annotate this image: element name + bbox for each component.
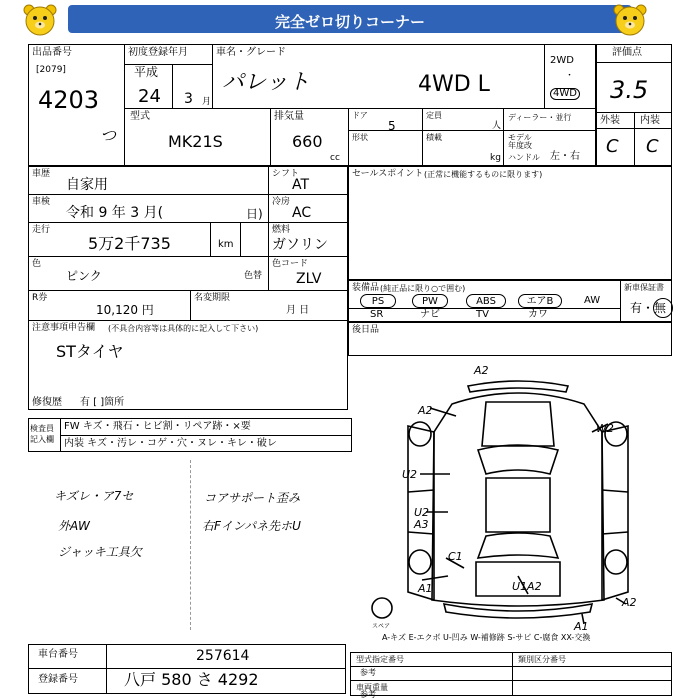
- interior-score: C: [646, 136, 659, 157]
- shape-label: 形状: [352, 133, 368, 142]
- equip-sr: SR: [370, 309, 384, 320]
- notes-label: 注意事項申告欄: [32, 323, 96, 333]
- exterior-score: C: [606, 136, 619, 157]
- fuel-value: ガソリン: [272, 237, 328, 253]
- reference-label-2: 参考: [360, 690, 376, 699]
- mileage-label: 走行: [32, 225, 51, 235]
- fuel-label: 燃料: [272, 225, 291, 235]
- note-left-1: キズレ・ア7セ: [54, 489, 134, 503]
- history-value: 自家用: [66, 177, 108, 193]
- doors-value: 5: [388, 119, 396, 133]
- bear-mascot-icon: [612, 2, 648, 38]
- name-change-unit: 月 日: [286, 305, 310, 316]
- warranty-value: 有・無: [630, 301, 667, 315]
- reg-month-unit: 月: [202, 97, 212, 107]
- mark-u2-a: U2: [402, 468, 418, 481]
- equip-ps: PS: [360, 294, 396, 308]
- after-install-box: [348, 322, 672, 356]
- score-label: 評価点: [612, 47, 642, 58]
- color-change-label: 色替: [244, 271, 263, 281]
- equipment-label: 装備品: [352, 283, 380, 293]
- color-label: 色: [32, 259, 42, 269]
- interior-label: 内装: [640, 115, 660, 126]
- mark-a2-left: A2: [418, 404, 433, 417]
- plate-label: 登録番号: [38, 674, 78, 685]
- car-damage-diagram: [368, 362, 668, 632]
- inspection-value: 令和 9 年 3 月(: [66, 205, 164, 221]
- chassis-value: 257614: [196, 648, 250, 664]
- handle-label: ハンドル: [508, 153, 540, 162]
- lot-number: 4203: [38, 86, 100, 114]
- color-code-label: 色コード: [272, 259, 309, 269]
- mark-a2-top: A2: [474, 364, 489, 377]
- shift-label: シフト: [272, 169, 300, 179]
- displacement-label: 排気量: [274, 111, 304, 122]
- dealer-label: ディーラー・並行: [508, 113, 572, 122]
- inspector-row2: 内装 キズ・汚レ・コゲ・穴・ヌレ・キレ・破レ: [64, 438, 277, 449]
- inspector-label: 検査員記入欄: [30, 424, 54, 444]
- type-designation-label: 型式指定番号: [356, 655, 404, 664]
- spec-block: [28, 166, 348, 410]
- car-grade: 4WD L: [418, 72, 490, 97]
- mileage-unit: km: [218, 239, 234, 250]
- drive-4wd: 4WD: [550, 88, 580, 100]
- car-name-label: 車名・グレード: [216, 47, 286, 58]
- mark-a3: A3: [414, 518, 429, 531]
- color-value: ピンク: [66, 269, 102, 283]
- equip-airbag: エアB: [518, 294, 562, 308]
- note-left-2: 外AW: [58, 519, 90, 533]
- mark-a1-left: A1: [418, 582, 433, 595]
- spare-label: スペア: [372, 623, 391, 630]
- color-code: ZLV: [296, 271, 322, 287]
- sales-point-small: (正常に機能するものに限ります): [424, 170, 543, 179]
- equipment-small: (純正品に限り○で囲む): [380, 284, 466, 293]
- lot-sub: [2079]: [36, 65, 66, 75]
- mark-c1: C1: [448, 550, 463, 563]
- header-banner: [0, 0, 700, 40]
- history-label: 車歴: [32, 169, 51, 179]
- equip-tv: TV: [476, 309, 489, 320]
- reg-year: 24: [138, 86, 161, 107]
- name-change-label: 名変期限: [194, 293, 231, 303]
- reference-label-1: 参考: [360, 668, 376, 677]
- mark-u1a2: U1A2: [512, 580, 542, 593]
- sales-point-box: [348, 166, 672, 280]
- displacement-value: 660: [292, 132, 323, 151]
- recycle-label: R券: [32, 293, 48, 303]
- model-value: MK21S: [168, 132, 223, 151]
- lot-mark: つ: [100, 126, 117, 145]
- warranty-label: 新車保証書: [624, 283, 664, 292]
- mark-a2-right: A2: [622, 596, 637, 609]
- note-right-1: コアサポート歪み: [204, 491, 301, 505]
- ac-value: AC: [292, 205, 312, 221]
- mileage-value: 5万2千735: [88, 234, 171, 253]
- class-category-label: 類別区分番号: [518, 655, 566, 664]
- notes-small: (不具合内容等は具体的に記入して下さい): [108, 324, 259, 333]
- ac-label: 冷房: [272, 197, 291, 207]
- equip-pw: PW: [412, 294, 448, 308]
- vehicle-weight-label: 車両重量: [356, 683, 388, 692]
- banner-bar: [68, 5, 632, 33]
- model-change-label: モデル 年度改: [508, 133, 532, 150]
- handle-value: 左・右: [550, 151, 580, 162]
- inspection-close: 日): [246, 207, 263, 221]
- warranty-circle: [653, 298, 673, 318]
- banner-title: 完全ゼロ切りコーナー: [274, 13, 425, 31]
- damage-legend: A-キズ E-エクボ U-凹み W-補修跡 S-サビ C-腐食 XX-交換: [382, 633, 591, 642]
- exterior-label: 外装: [600, 115, 620, 126]
- mark-w2: W2: [596, 422, 614, 435]
- equip-abs: ABS: [466, 294, 506, 308]
- chassis-label: 車台番号: [38, 649, 78, 660]
- doors-label: ドア: [352, 111, 368, 120]
- equip-navi: ナビ: [420, 309, 440, 320]
- bear-mascot-icon: [22, 2, 58, 38]
- notes-text: STタイヤ: [56, 342, 124, 361]
- mark-u2-b: U2: [414, 506, 430, 519]
- repair-value: 有 [ ]箇所: [80, 397, 125, 408]
- note-right-2: 右Fインパネ先ホU: [202, 519, 301, 533]
- model-label: 型式: [130, 111, 150, 122]
- reg-era: 平成: [134, 65, 159, 79]
- sales-point-label: セールスポイント: [352, 169, 424, 179]
- mark-a1-right: A1: [574, 620, 589, 632]
- capacity-label: 定員: [426, 111, 442, 120]
- score-value: 3.5: [610, 76, 649, 104]
- shift-value: AT: [292, 177, 310, 193]
- recycle-value: 10,120 円: [96, 303, 154, 317]
- plate-value: 八戸 580 さ 4292: [124, 670, 259, 689]
- note-left-3: ジャッキ工具欠: [58, 545, 142, 559]
- load-unit: kg: [490, 153, 501, 163]
- after-install-label: 後日品: [352, 325, 380, 335]
- load-label: 積載: [426, 133, 442, 142]
- car-name: パレット: [222, 70, 310, 95]
- equip-aw: AW: [584, 295, 601, 306]
- lot-label: 出品番号: [32, 47, 72, 58]
- displacement-unit: cc: [330, 153, 340, 163]
- capacity-unit: 人: [492, 121, 502, 131]
- equip-leather: カワ: [528, 309, 548, 320]
- reg-month: 3: [184, 91, 193, 107]
- repair-label: 修復歴: [32, 397, 62, 408]
- inspector-row1: FW キズ・飛石・ヒビ割・リペア跡・×要: [64, 421, 251, 432]
- reg-date-label: 初度登録年月: [128, 47, 188, 58]
- drive-2wd: 2WD: [550, 55, 574, 66]
- inspection-label: 車検: [32, 197, 51, 207]
